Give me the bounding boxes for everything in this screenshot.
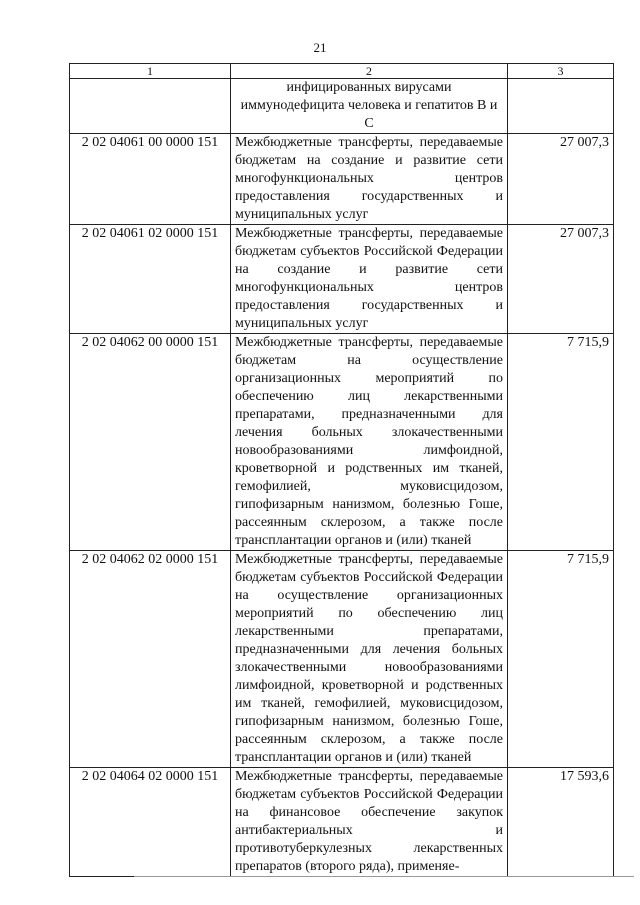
- row-code: [70, 79, 231, 134]
- row-amount: [508, 79, 614, 134]
- row-code: 2 02 04061 00 0000 151: [70, 134, 231, 225]
- row-amount: 7 715,9: [508, 551, 614, 768]
- table-row: [70, 225, 614, 334]
- table-header-row: [70, 64, 614, 79]
- row-code: 2 02 04062 00 0000 151: [70, 334, 231, 551]
- row-description: Межбюджетные трансферты, передаваемые бюджетам субъектов Российской Федерации на финансовое обеспечение закупок антибактериальных и противотуберкулезных лекарственных препаратов (второго ряда), применяе-: [231, 768, 508, 877]
- column-header-2: 2: [231, 64, 508, 79]
- row-code: 2 02 04064 02 0000 151: [70, 768, 231, 877]
- table-row-continuation: [70, 79, 614, 134]
- table-row: [70, 134, 614, 225]
- column-header-1: 1: [70, 64, 231, 79]
- column-header-3: 3: [508, 64, 614, 79]
- row-description: инфицированных вирусами иммунодефицита человека и гепатитов В и С: [231, 79, 508, 134]
- row-amount: 7 715,9: [508, 334, 614, 551]
- row-amount: 27 007,3: [508, 225, 614, 334]
- row-description: Межбюджетные трансферты, передаваемые бюджетам субъектов Российской Федерации на осуществление организационных мероприятий по обеспечению лиц лекарственными препаратами, предназначенными для лечения больных злокачественными новообразованиями лимфоидной, кроветворной и родственных им тканей, гемофилией, муковисцидозом, гипофизарным нанизмом, болезнью Гоше, рассеянным склерозом, а также после трансплантации органов и (или) тканей: [231, 551, 508, 768]
- scan-edge-line: [134, 876, 634, 877]
- row-description: Межбюджетные трансферты, передаваемые бюджетам субъектов Российской Федерации на создание и развитие сети многофункциональных центров предоставления государственных и муниципальных услуг: [231, 225, 508, 334]
- budget-table: [69, 63, 614, 877]
- row-description: Межбюджетные трансферты, передаваемые бюджетам на осуществление организационных мероприятий по обеспечению лиц лекарственными препаратами, предназначенными для лечения больных злокачественными новообразованиями лимфоидной, кроветворной и родственных им тканей, гемофилией, муковисцидозом, гипофизарным нанизмом, болезнью Гоше, рассеянным склерозом, а также после трансплантации органов и (или) тканей: [231, 334, 508, 551]
- row-code: 2 02 04061 02 0000 151: [70, 225, 231, 334]
- table-row: [70, 551, 614, 768]
- page-number: 21: [313, 40, 327, 55]
- row-amount: 27 007,3: [508, 134, 614, 225]
- row-description: Межбюджетные трансферты, передаваемые бюджетам на создание и развитие сети многофункциональных центров предоставления государственных и муниципальных услуг: [231, 134, 508, 225]
- table-row: [70, 768, 614, 877]
- table-row: [70, 334, 614, 551]
- row-amount: 17 593,6: [508, 768, 614, 877]
- row-code: 2 02 04062 02 0000 151: [70, 551, 231, 768]
